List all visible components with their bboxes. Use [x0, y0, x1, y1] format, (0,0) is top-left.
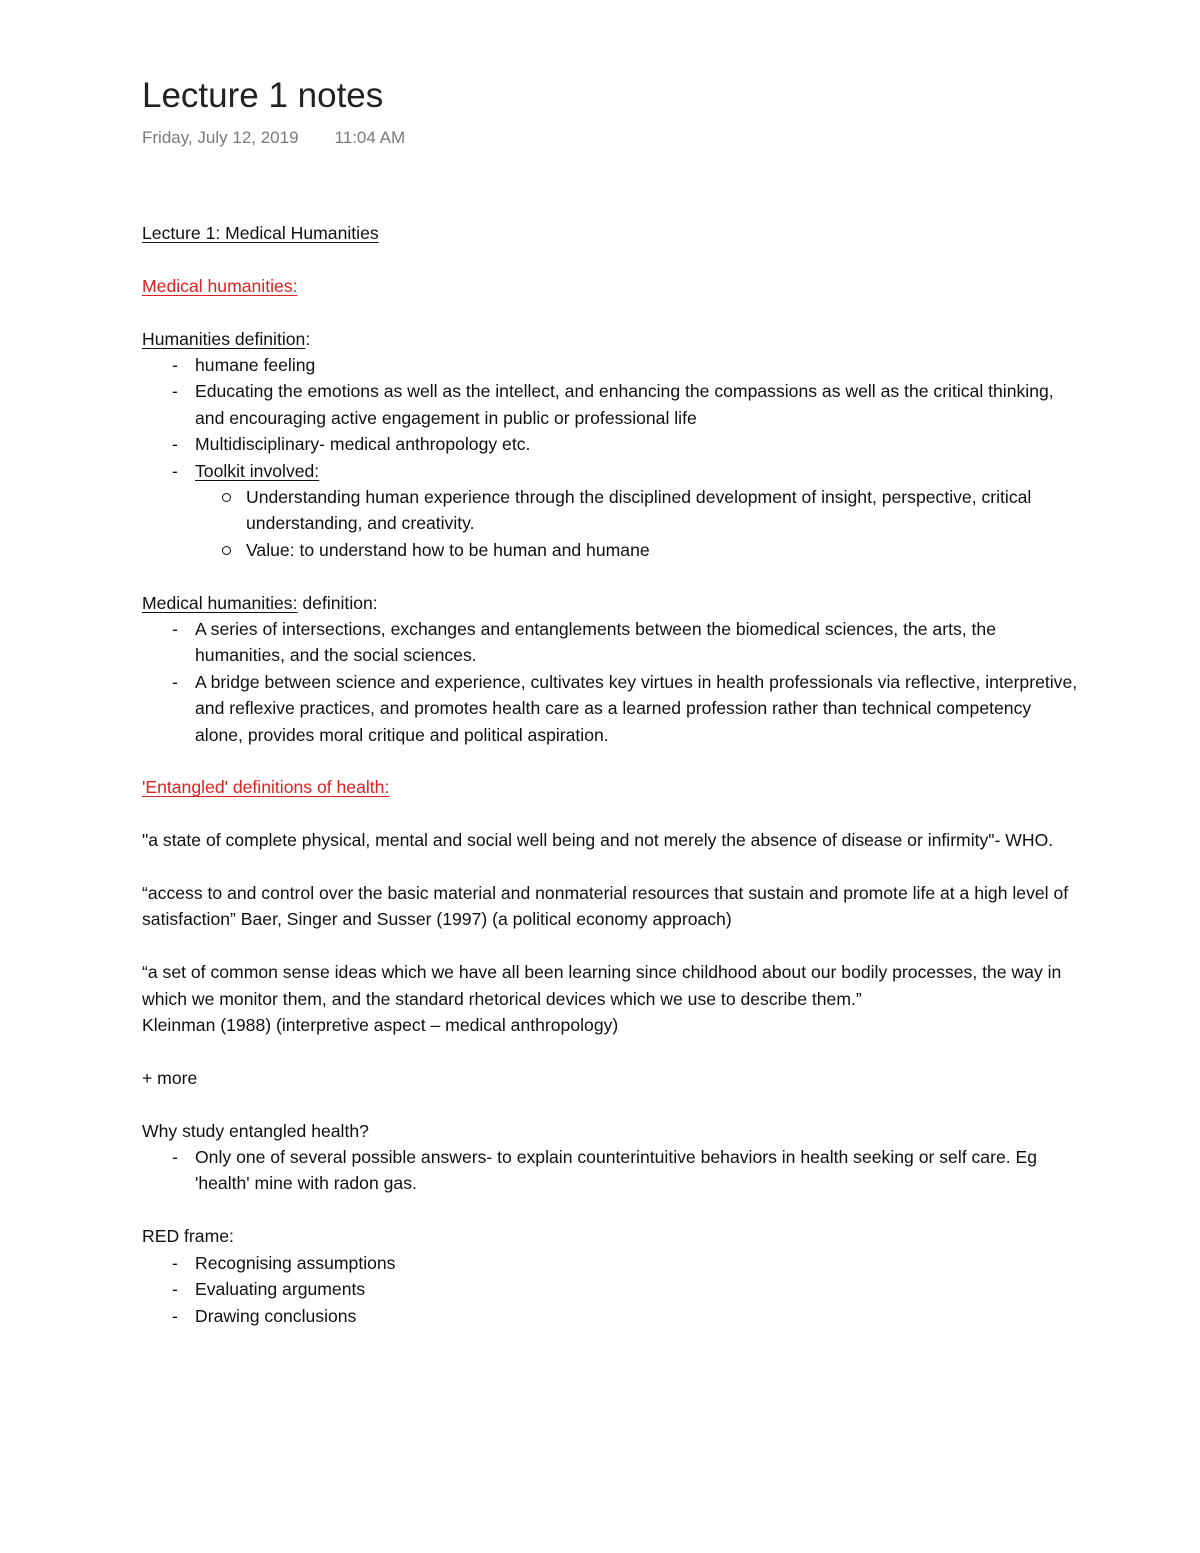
section-medical-humanities-title: Medical humanities:: [142, 275, 298, 296]
medical-humanities-definition-list: [142, 616, 1082, 748]
why-study-label: Why study entangled health?: [142, 1120, 369, 1141]
red-frame-list: [142, 1250, 1082, 1329]
note-date: Friday, July 12, 2019: [142, 128, 299, 147]
note-time: 11:04 AM: [334, 128, 406, 147]
list-item: - Educating the emotions as well as the intellect, and enhancing the compassions as well as the critical thinking, and encouraging active engagement in public or professional life: [142, 378, 1082, 431]
why-study-list: [142, 1144, 1082, 1197]
list-item: - Only one of several possible answers- to explain counterintuitive behaviors in health seeking or self care. Eg 'health' mine with radon gas.: [142, 1144, 1082, 1197]
section-entangled-title: 'Entangled' definitions of health:: [142, 777, 390, 798]
list-item-toolkit: - Toolkit involved:: [142, 458, 1082, 484]
sub-list-item: Value: to understand how to be human and humane: [142, 537, 1082, 563]
toolkit-sublist: [142, 484, 1082, 563]
quote-baer: “access to and control over the basic material and nonmaterial resources that sustain and promote life at a high level of satisfaction” Baer, Singer and Susser (1997) (a political economy approach): [142, 883, 1069, 930]
list-item: - Multidisciplinary- medical anthropology etc.: [142, 431, 1082, 457]
medical-humanities-definition-label: Medical humanities: definition:: [142, 592, 378, 613]
page-title: Lecture 1 notes: [142, 76, 384, 115]
list-item: - Evaluating arguments: [142, 1276, 1082, 1302]
red-frame-label: RED frame:: [142, 1226, 234, 1247]
quote-kleinman-source: Kleinman (1988) (interpretive aspect – medical anthropology): [142, 1015, 619, 1036]
sub-list-item: Understanding human experience through the disciplined development of insight, perspective, critical understanding, and creativity.: [142, 484, 1082, 537]
humanities-definition-label: Humanities definition:: [142, 328, 311, 349]
list-item: - humane feeling: [142, 352, 1082, 378]
humanities-definition-list: [142, 352, 1082, 484]
more-text: + more: [142, 1067, 198, 1088]
list-item: - Drawing conclusions: [142, 1303, 1082, 1329]
list-item: - A bridge between science and experience, cultivates key virtues in health professionals via reflective, interpretive, and reflexive practices, and promotes health care as a learned profession rather than technical competency alone, provides moral critique and political aspiration.: [142, 669, 1082, 748]
lecture-heading: Lecture 1: Medical Humanities: [142, 223, 379, 243]
note-page: [142, 74, 1082, 1329]
quote-who: "a state of complete physical, mental and social well being and not merely the absence of disease or infirmity"- WHO.: [142, 830, 1054, 851]
list-item: - Recognising assumptions: [142, 1250, 1082, 1276]
note-metadata: [142, 126, 1082, 150]
quote-kleinman: “a set of common sense ideas which we have all been learning since childhood about our bodily processes, the way in which we monitor them, and the standard rhetorical devices which we use to describe them.”: [142, 962, 1062, 1009]
note-body: [142, 220, 1082, 1329]
list-item: - A series of intersections, exchanges and entanglements between the biomedical sciences, the arts, the humanities, and the social sciences.: [142, 616, 1082, 669]
